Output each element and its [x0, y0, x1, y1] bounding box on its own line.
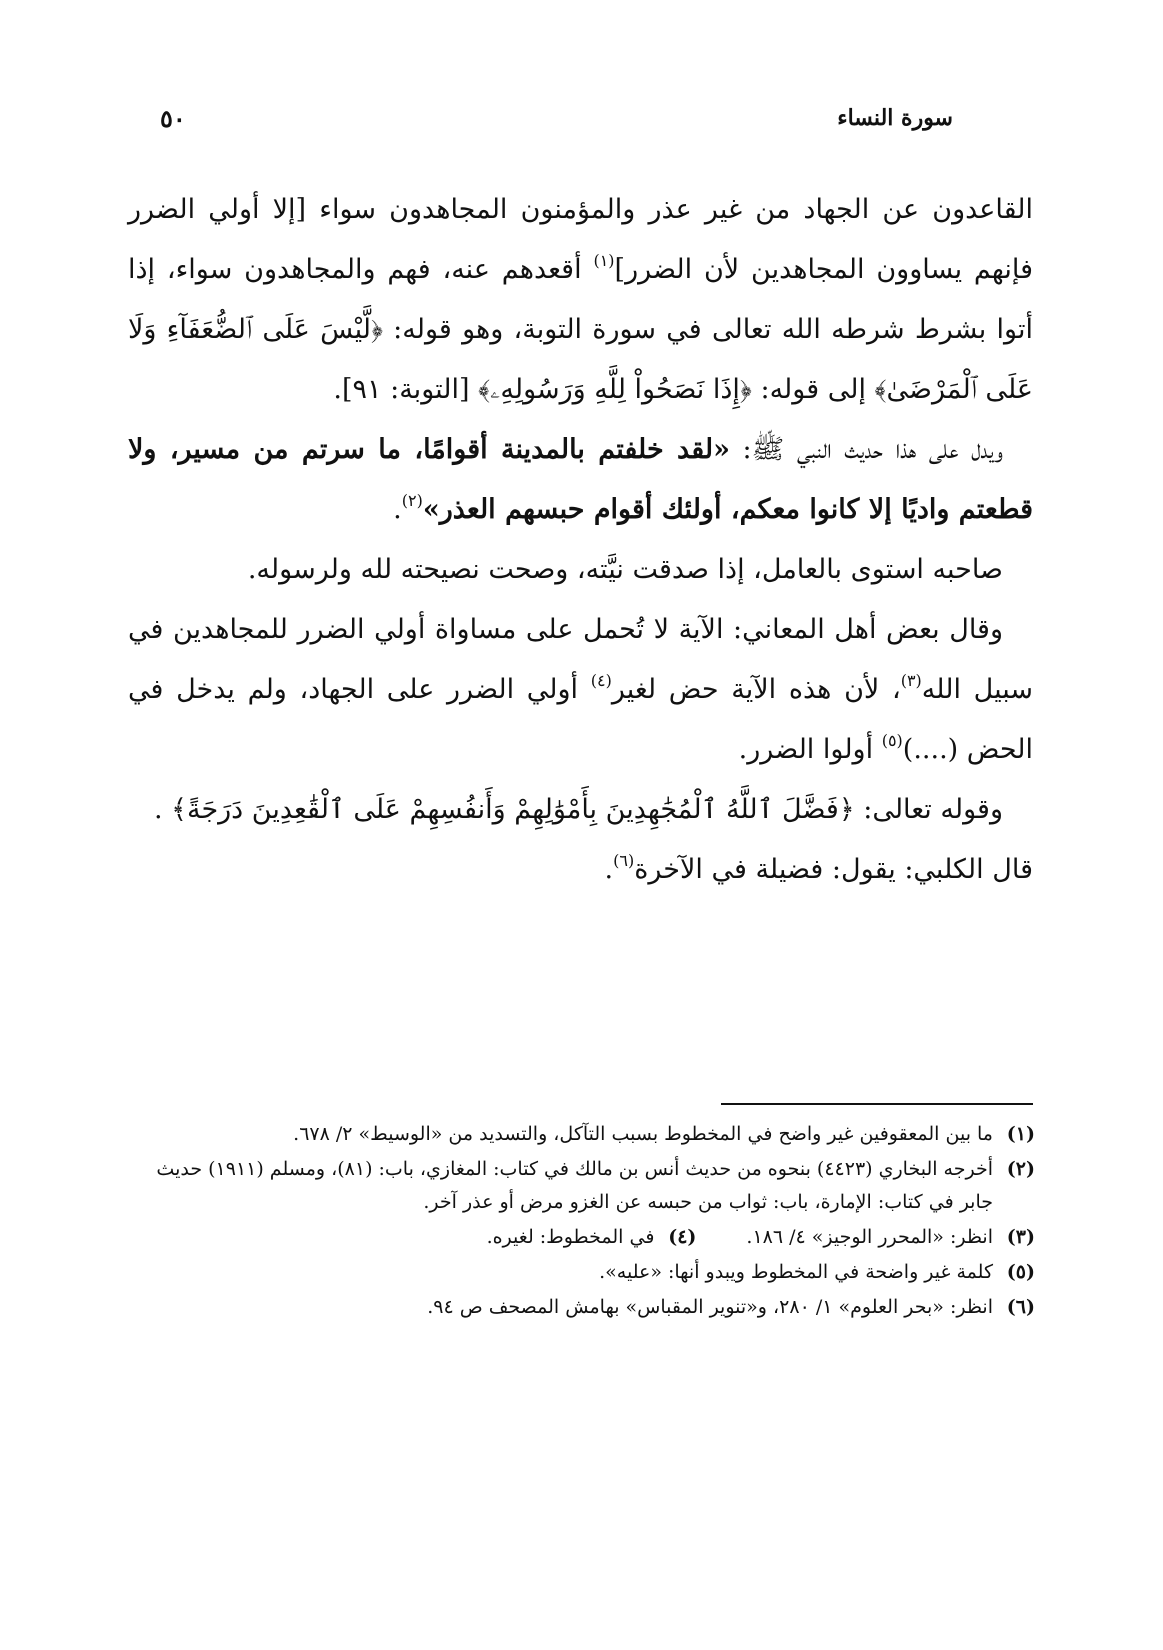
footnote-number: (٤)	[668, 1226, 697, 1248]
text-span: .	[153, 794, 172, 825]
footnotes	[130, 1118, 1035, 1326]
paragraph-5	[128, 780, 1033, 840]
quran-verse: ﴿إِذَا نَصَحُواْ لِلَّهِ وَرَسُولِهِۦ﴾	[478, 374, 752, 405]
footnote-text: انظر: «المحرر الوجيز» ٤/ ١٨٦.	[746, 1226, 993, 1248]
text-span: .	[604, 854, 614, 885]
footnote-text: ما بين المعقوفين غير واضح في المخطوط بسبب التآكل، والتسديد من «الوسيط» ٢/ ٦٧٨.	[293, 1123, 993, 1145]
paragraph-6	[128, 840, 1033, 900]
footnote-ref-5: (٥)	[881, 731, 903, 750]
text-span: ، لأن هذه الآية حض لغير	[611, 674, 901, 705]
footnote-ref-3: (٣)	[900, 671, 922, 690]
paragraph-1	[128, 180, 1033, 420]
text-span: .	[393, 494, 402, 525]
footnote-text: أخرجه البخاري (٤٤٢٣) بنحوه من حديث أنس بن مالك في كتاب: المغازي، باب: (٨١)، ومسلم (١٩١١) حديث جابر في كتاب: الإمارة، باب: ثواب من حبسه عن الغزو مرض أو عذر آخر.	[156, 1158, 993, 1213]
paragraph-4	[128, 600, 1033, 780]
chapter-title: سورة النساء	[837, 105, 953, 131]
footnote-6	[130, 1291, 1035, 1324]
footnote-ref-2: (٢)	[401, 491, 423, 510]
page-number: ٥٠	[160, 103, 186, 133]
footnote-number: (٣)	[1006, 1226, 1035, 1248]
text-span: ويدل على هذا حديث النبي ﷺ:	[729, 434, 1003, 465]
footnote-ref-1: (١)	[593, 251, 615, 270]
hadith-quote: «لقد خلفتم بالمدينة أقوامًا، ما سرتم من مسير، ولا قطعتم واديًا إلا كانوا معكم، أولئك أقوام حبسهم العذر»	[128, 434, 1033, 525]
quran-verse: ﴿فَضَّلَ ٱللَّهُ ٱلْمُجَٰهِدِينَ بِأَمْوَٰلِهِمْ وَأَنفُسِهِمْ عَلَى ٱلْقَٰعِدِينَ دَرَجَةً﴾	[171, 794, 855, 825]
footnote-text: كلمة غير واضحة في المخطوط ويبدو أنها: «عليه».	[599, 1261, 993, 1283]
footnote-number: (٥)	[1006, 1261, 1035, 1283]
footnote-row	[130, 1221, 1035, 1256]
main-text	[128, 180, 1033, 900]
footnote-number: (٦)	[1006, 1296, 1035, 1318]
text-span: أولي الضرر على الجهاد، ولم يدخل في الحض (....)	[128, 674, 1033, 765]
text-span: القاعدون عن الجهاد من غير عذر والمؤمنون المجاهدون سواء [إلا أولي الضرر فإنهم يساوون المجاهدين لأن الضرر]	[128, 194, 1034, 285]
footnote-number: (٢)	[1006, 1158, 1035, 1180]
footnote-text: في المخطوط: لغيره.	[486, 1226, 655, 1248]
footnote-number: (١)	[1006, 1123, 1035, 1145]
footnote-3	[746, 1221, 1035, 1254]
text-span: إلى قوله:	[751, 374, 875, 405]
paragraph-3	[128, 540, 1033, 600]
quran-verse: ﴿لَّيْسَ عَلَى ٱلضُّعَفَآءِ وَلَا عَلَى ٱلْمَرْضَىٰ﴾	[128, 314, 1033, 405]
footnote-ref-6: (٦)	[613, 851, 635, 870]
text-span: وقوله تعالى:	[854, 794, 1003, 825]
text-span: صاحبه استوى بالعامل، إذا صدقت نيَّته، وصحت نصيحته لله ولرسوله.	[247, 554, 1003, 585]
paragraph-2	[128, 420, 1033, 540]
footnote-text: انظر: «بحر العلوم» ١/ ٢٨٠، و«تنوير المقباس» بهامش المصحف ص ٩٤.	[427, 1296, 993, 1318]
footnote-4	[487, 1221, 697, 1254]
footnote-2	[130, 1153, 1035, 1219]
footnote-ref-4: (٤)	[590, 671, 612, 690]
text-span: أقعدهم عنه، فهم والمجاهدون سواء، إذا أتوا بشرط شرطه الله تعالى في سورة التوبة، وهو قوله:	[128, 254, 1033, 345]
text-span: أولوا الضرر.	[738, 734, 882, 765]
text-span: قال الكلبي: يقول: فضيلة في الآخرة	[634, 854, 1033, 885]
footnote-5	[130, 1256, 1035, 1289]
text-span: وقال بعض أهل المعاني: الآية لا تُحمل على مساواة أولي الضرر للمجاهدين في سبيل الله	[128, 614, 1033, 705]
footnote-divider	[721, 1103, 1033, 1105]
text-span: [التوبة: ٩١].	[333, 374, 479, 405]
footnote-1	[130, 1118, 1035, 1151]
page-header	[160, 98, 953, 138]
